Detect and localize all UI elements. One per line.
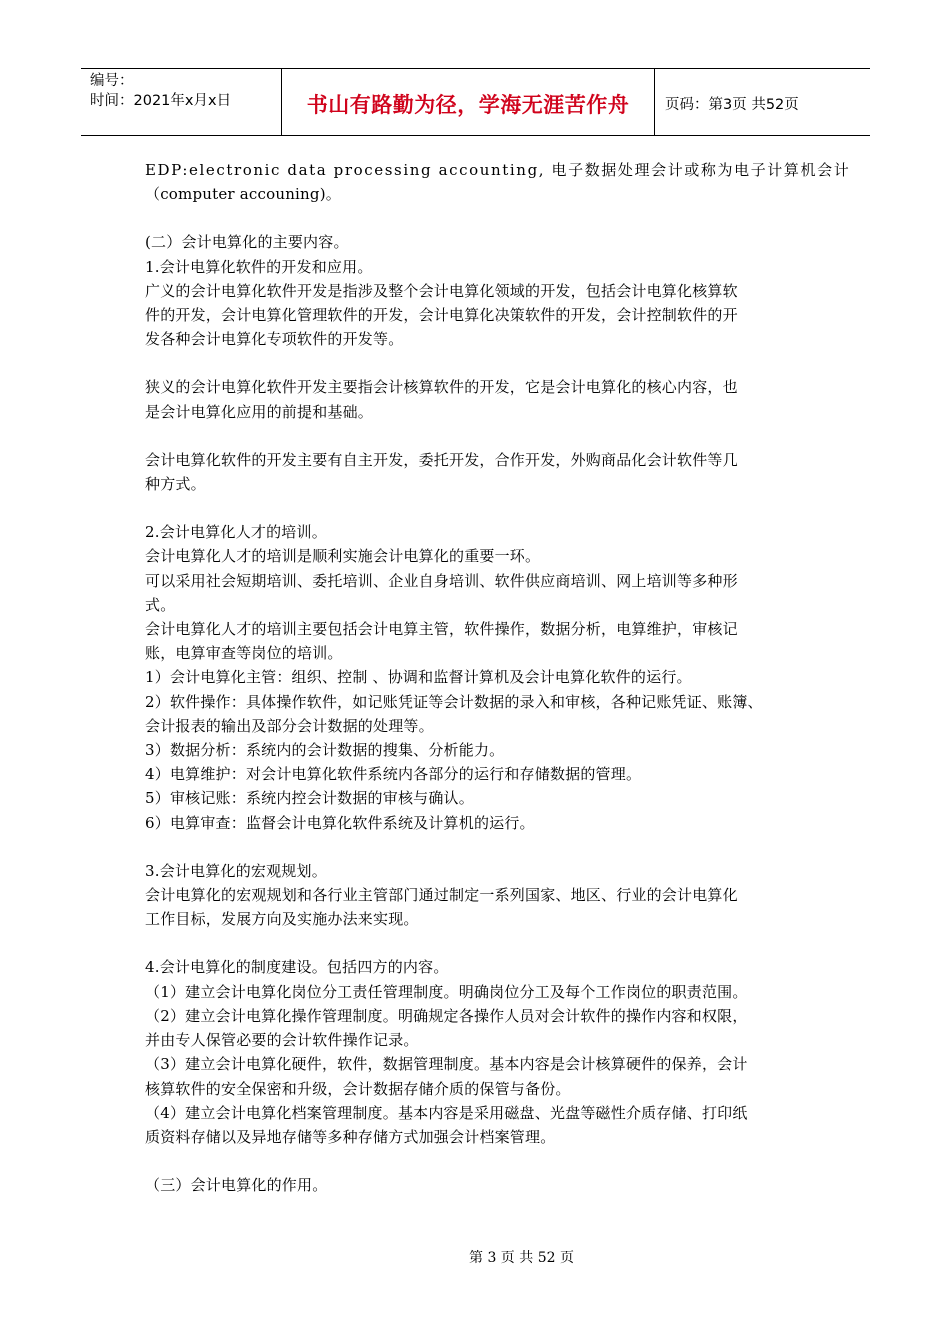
list-item: （1）建立会计电算化岗位分工责任管理制度。明确岗位分工及每个工作岗位的职责范围。 bbox=[145, 982, 748, 1001]
subsection-heading: 2.会计电算化人才的培训。 bbox=[145, 523, 327, 542]
page-footer bbox=[0, 1247, 950, 1267]
paragraph-line: 会计电算化人才的培训主要包括会计电算主管，软件操作，数据分析，电算维护，审核记 bbox=[145, 620, 738, 639]
paragraph-line: 件的开发，会计电算化管理软件的开发，会计电算化决策软件的开发，会计控制软件的开 bbox=[145, 306, 738, 325]
list-item-continued: 会计报表的输出及部分会计数据的处理等。 bbox=[145, 716, 434, 735]
subsection-heading: 3.会计电算化的宏观规划。 bbox=[145, 861, 327, 880]
header-page-label: 页码：第3页 共52页 bbox=[665, 96, 799, 113]
paragraph-line: 是会计电算化应用的前提和基础。 bbox=[145, 402, 374, 421]
paragraph-line: 可以采用社会短期培训、委托培训、企业自身培训、软件供应商培训、网上培训等多种形 bbox=[145, 571, 738, 590]
list-item: 4）电算维护：对会计电算化软件系统内各部分的运行和存储数据的管理。 bbox=[145, 765, 642, 784]
section-heading: （三）会计电算化的作用。 bbox=[145, 1176, 328, 1195]
paragraph-line: 会计电算化的宏观规划和各行业主管部门通过制定一系列国家、地区、行业的会计电算化 bbox=[145, 886, 738, 905]
document-number-label: 编号： bbox=[90, 73, 134, 89]
list-item: 1）会计电算化主管：组织、控制 、协调和监督计算机及会计电算化软件的运行。 bbox=[145, 668, 692, 687]
paragraph-line: 发各种会计电算化专项软件的开发等。 bbox=[145, 330, 404, 349]
paragraph-line: 狭义的会计电算化软件开发主要指会计核算软件的开发，它是会计电算化的核心内容，也 bbox=[145, 378, 738, 397]
header-page-cell bbox=[655, 69, 870, 135]
paragraph-line: 广义的会计电算化软件开发是指涉及整个会计电算化领域的开发，包括会计电算化核算软 bbox=[145, 281, 738, 300]
header-meta-cell bbox=[81, 69, 282, 135]
list-item: 2）软件操作：具体操作软件，如记账凭证等会计数据的录入和审核，各种记账凭证、账簿、 bbox=[145, 692, 763, 711]
subsection-heading: 4.会计电算化的制度建设。包括四方的内容。 bbox=[145, 958, 449, 977]
section-heading: (二）会计电算化的主要内容。 bbox=[145, 233, 349, 252]
paragraph-line: 会计电算化软件的开发主要有自主开发，委托开发，合作开发，外购商品化会计软件等几 bbox=[145, 450, 738, 469]
paragraph-line: （computer accouning)。 bbox=[145, 185, 341, 204]
list-item: （2）建立会计电算化操作管理制度。明确规定各操作人员对会计软件的操作内容和权限， bbox=[145, 1006, 748, 1025]
list-item: 6）电算审查：监督会计电算化软件系统及计算机的运行。 bbox=[145, 813, 535, 832]
footer-page-number: 第 3 页 共 52 页 bbox=[469, 1250, 574, 1266]
list-item-continued: 质资料存储以及异地存储等多种存储方式加强会计档案管理。 bbox=[145, 1127, 556, 1146]
list-item: 3）数据分析：系统内的会计数据的搜集、分析能力。 bbox=[145, 741, 505, 760]
header-motto-cell bbox=[282, 69, 655, 135]
paragraph-line: 工作目标，发展方向及实施办法来实现。 bbox=[145, 910, 419, 929]
paragraph-line: 种方式。 bbox=[145, 475, 206, 494]
paragraph-line: EDP:electronic data processing accounting, 电子数据处理会计或称为电子计算机会计 bbox=[145, 161, 851, 179]
page-header bbox=[81, 68, 870, 136]
paragraph-line: 会计电算化人才的培训是顺利实施会计电算化的重要一环。 bbox=[145, 547, 541, 566]
list-item: 5）审核记账：系统内控会计数据的审核与确认。 bbox=[145, 789, 474, 808]
header-motto: 书山有路勤为径，学海无涯苦作舟 bbox=[306, 93, 630, 117]
document-date-label: 时间：2021年x月x日 bbox=[90, 93, 232, 109]
paragraph-line: 账，电算审查等岗位的培训。 bbox=[145, 644, 343, 663]
list-item: （4）建立会计电算化档案管理制度。基本内容是采用磁盘、光盘等磁性介质存储、打印纸 bbox=[145, 1103, 748, 1122]
list-item-continued: 并由专人保管必要的会计软件操作记录。 bbox=[145, 1031, 419, 1050]
list-item: （3）建立会计电算化硬件，软件，数据管理制度。基本内容是会计核算硬件的保养，会计 bbox=[145, 1055, 748, 1074]
document-body bbox=[145, 158, 851, 1197]
subsection-heading: 1.会计电算化软件的开发和应用。 bbox=[145, 257, 373, 276]
paragraph-line: 式。 bbox=[145, 595, 176, 614]
list-item-continued: 核算软件的安全保密和升级，会计数据存储介质的保管与备份。 bbox=[145, 1079, 571, 1098]
